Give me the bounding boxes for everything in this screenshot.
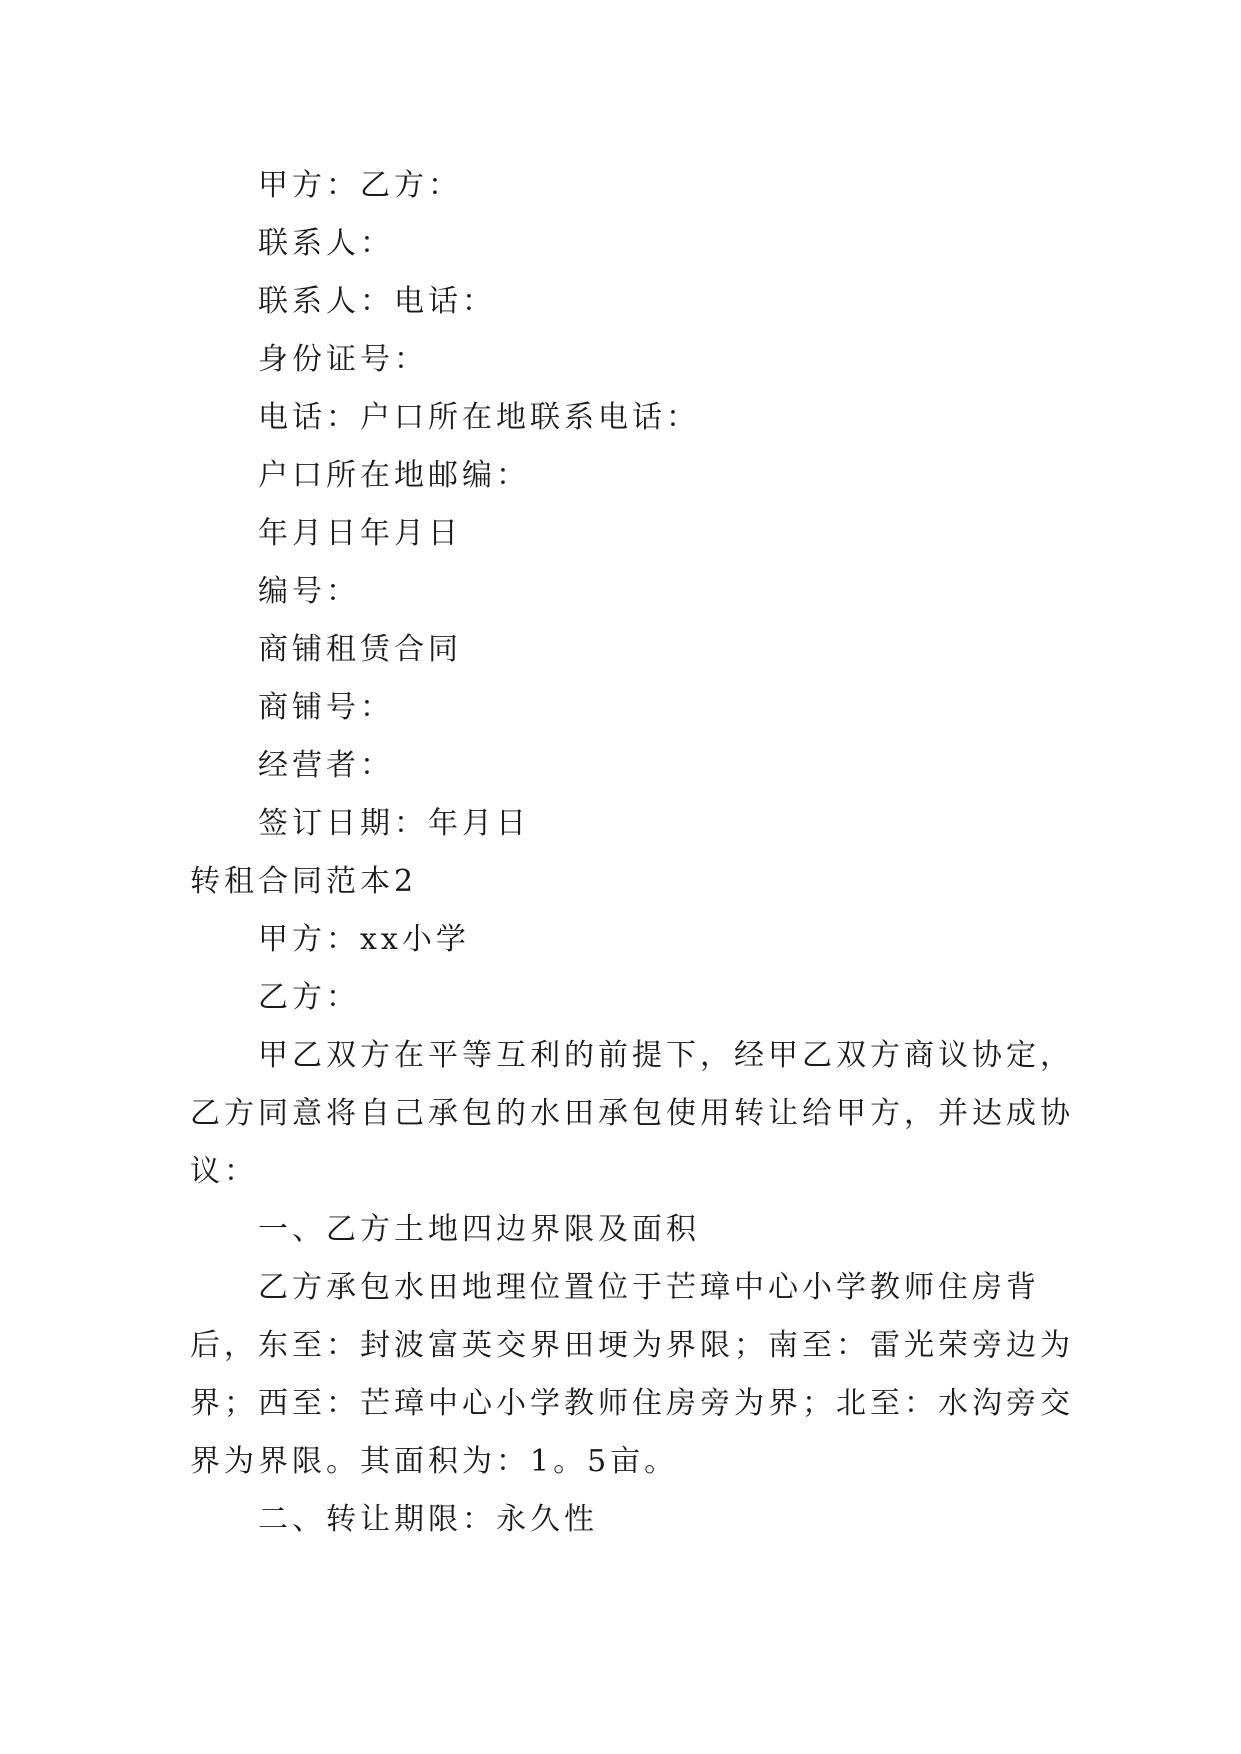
header-line-postcode: 户口所在地邮编： (258, 458, 530, 493)
header-line-dates: 年月日年月日 (258, 516, 462, 551)
header-line-contact: 联系人： (258, 226, 394, 261)
party-a-line: 甲方：xx小学 (258, 922, 470, 957)
header-line-contract-title: 商铺租赁合同 (258, 632, 462, 667)
header-line-parties: 甲方：乙方： (258, 168, 462, 203)
section-title: 转租合同范本2 (190, 864, 418, 899)
party-b-line: 乙方： (258, 980, 360, 1015)
header-line-operator: 经营者： (258, 748, 394, 783)
clause1-title: 一、乙方土地四边界限及面积 (258, 1212, 700, 1247)
clause1-body-line-3: 界；西至：芒璋中心小学教师住房旁为界；北至：水沟旁交 (190, 1386, 1074, 1421)
clause1-body-line-2: 后，东至：封波富英交界田埂为界限；南至：雷光荣旁边为 (190, 1328, 1074, 1363)
clause2-title: 二、转让期限：永久性 (258, 1502, 598, 1537)
intro-line-2: 乙方同意将自己承包的水田承包使用转让给甲方，并达成协 (190, 1096, 1074, 1131)
header-line-number: 编号： (258, 574, 360, 609)
header-line-phone-residence: 电话：户口所在地联系电话： (258, 400, 700, 435)
intro-line-1: 甲乙双方在平等互利的前提下，经甲乙双方商议协定， (258, 1038, 1074, 1073)
header-line-id-number: 身份证号： (258, 342, 428, 377)
header-line-contact-phone: 联系人：电话： (258, 284, 496, 319)
clause1-body-line-1: 乙方承包水田地理位置位于芒璋中心小学教师住房背 (258, 1270, 1040, 1305)
clause1-body-line-4: 界为界限。其面积为：1。5亩。 (190, 1444, 679, 1479)
header-line-shop-number: 商铺号： (258, 690, 394, 725)
header-line-signing-date: 签订日期：年月日 (258, 806, 530, 841)
intro-line-3: 议： (190, 1154, 258, 1189)
